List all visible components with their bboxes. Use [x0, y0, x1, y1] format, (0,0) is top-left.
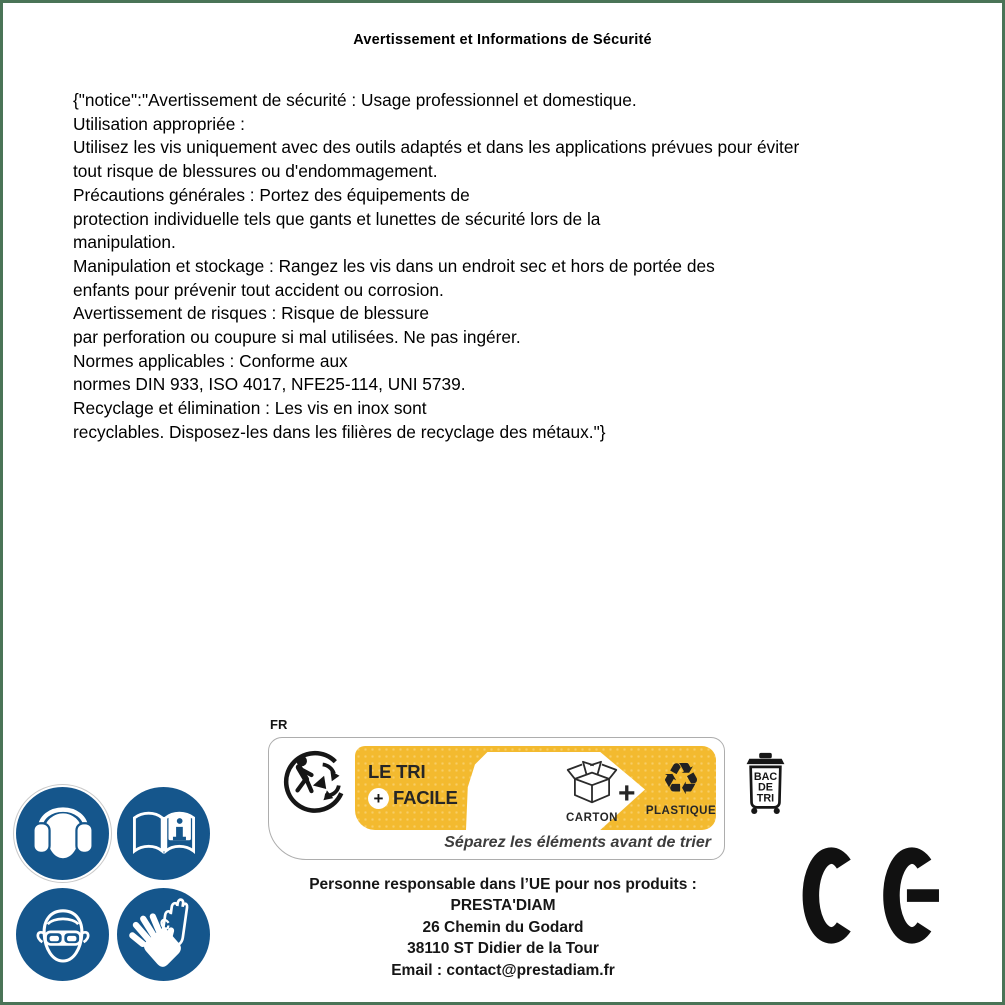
notice-line: manipulation. — [73, 232, 176, 253]
eye-protection-icon — [16, 888, 109, 981]
company-name: PRESTA'DIAM — [450, 897, 556, 915]
notice-line: par perforation ou coupure si mal utilisées. Ne pas ingérer. — [73, 327, 521, 348]
ce-mark-icon — [800, 845, 942, 946]
read-manual-icon — [117, 787, 210, 880]
country-code-label: FR — [270, 717, 288, 732]
notice-line: Avertissement de risques : Risque de blessure — [73, 303, 430, 324]
notice-line: tout risque de blessures ou d'endommagement. — [73, 161, 438, 182]
sorting-headline — [368, 761, 458, 809]
sorting-bin-icon — [742, 752, 789, 815]
material-label: PLASTIQUE — [645, 805, 717, 817]
email-line: Email : contact@prestadiam.fr — [391, 961, 615, 979]
headline-top: LE TRI — [368, 761, 426, 782]
notice-line: recyclables. Disposez-les dans les filières de recyclage des métaux."} — [73, 421, 606, 442]
headline-bottom: FACILE — [393, 787, 458, 808]
address-line: 38110 ST Didier de la Tour — [407, 940, 599, 958]
notice-line: Utilisez les vis uniquement avec des outils adaptés et dans les applications prévues pour éviter — [73, 137, 800, 158]
yellow-sorting-band — [355, 746, 778, 830]
notice-line: Utilisation appropriée : — [73, 113, 245, 134]
safety-pictogram-grid — [16, 787, 210, 981]
bin-text-line: TRI — [756, 792, 775, 805]
recycling-symbol-icon: ♻ — [661, 755, 701, 804]
responsible-line: Personne responsable dans l’UE pour nos produits : — [309, 876, 697, 893]
cardboard-box-icon — [565, 759, 619, 806]
notice-line: Précautions générales : Portez des équipements de — [73, 184, 470, 205]
protective-gloves-icon — [117, 888, 210, 981]
plus-circle-icon: + — [368, 788, 389, 809]
sorting-label-box — [268, 737, 778, 860]
address-line: 26 Chemin du Godard — [422, 918, 584, 936]
page-title: Avertissement et Informations de Sécurité — [353, 32, 652, 48]
notice-line: {"notice":"Avertissement de sécurité : Usage professionnel et domestique. — [73, 90, 637, 110]
bin-text-line: DE — [758, 781, 773, 794]
triman-icon — [280, 747, 350, 817]
materials-separator: + — [618, 777, 636, 810]
notice-text — [73, 89, 953, 445]
notice-line: protection individuelle tels que gants et lunettes de sécurité lors de la — [73, 208, 601, 229]
notice-line: Recyclage et élimination : Les vis en inox sont — [73, 398, 427, 419]
notice-line: Normes applicables : Conforme aux — [73, 350, 348, 371]
material-plastique — [643, 756, 719, 817]
notice-line: enfants pour prévenir tout accident ou corrosion. — [73, 279, 444, 300]
material-label: CARTON — [566, 812, 618, 824]
ear-protection-icon — [16, 787, 109, 880]
notice-line: normes DIN 933, ISO 4017, NFE25-114, UNI 5739. — [73, 374, 466, 395]
sorting-caption: Séparez les éléments avant de trier — [444, 834, 711, 851]
notice-line: Manipulation et stockage : Rangez les vis dans un endroit sec et hors de portée des — [73, 255, 715, 276]
sorting-instructions-label — [268, 717, 778, 862]
responsible-person-block — [253, 874, 753, 981]
bin-text-line: BAC — [753, 770, 778, 783]
